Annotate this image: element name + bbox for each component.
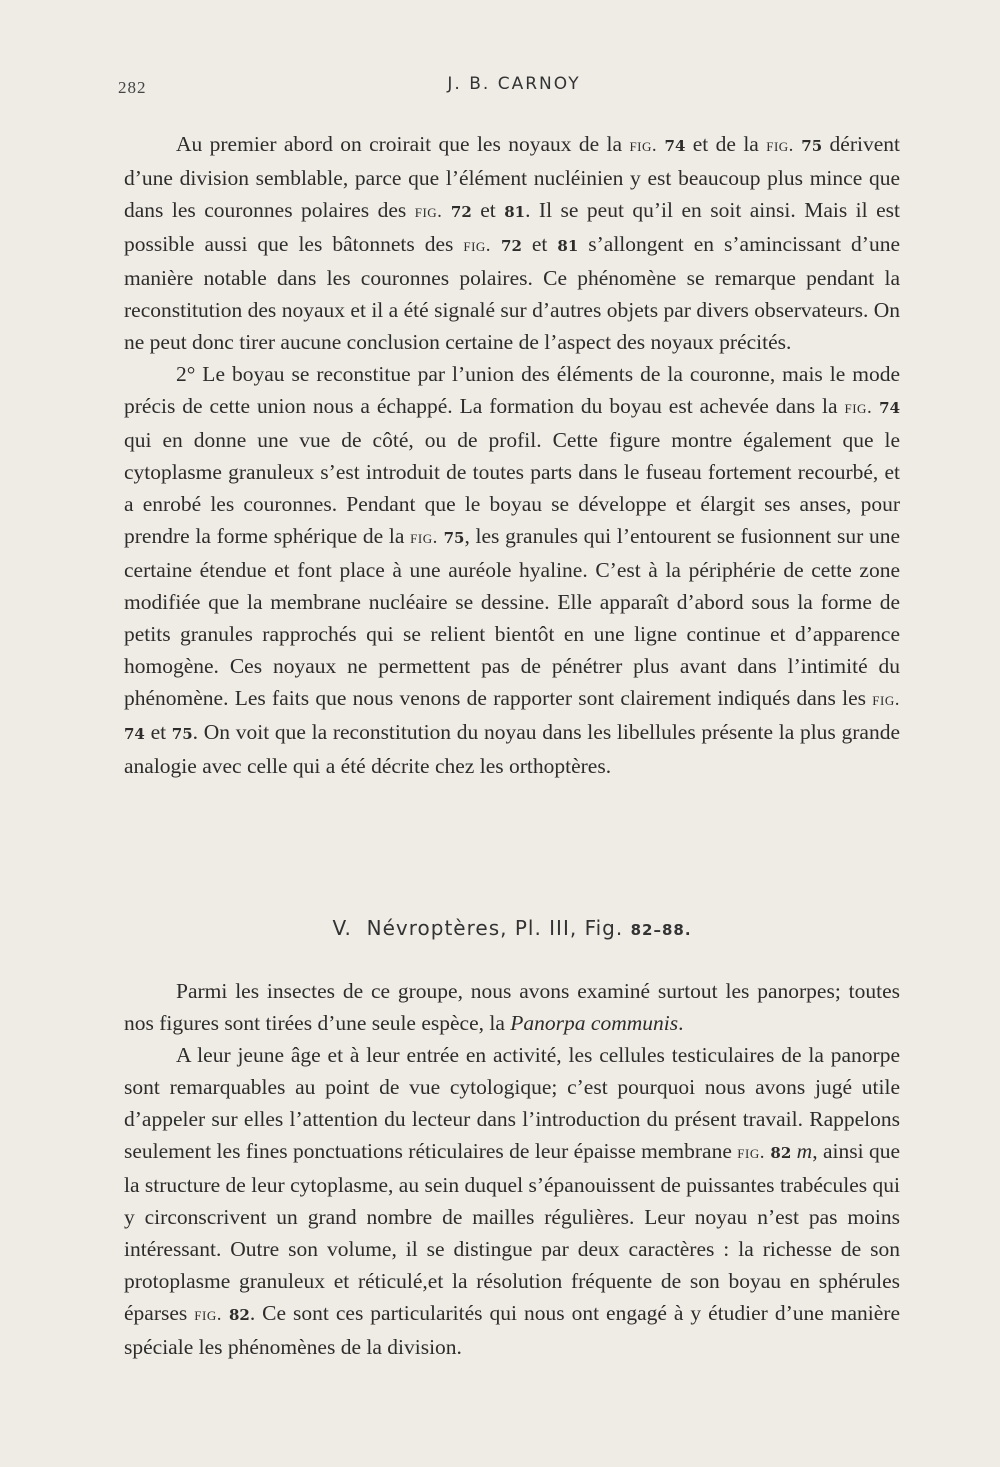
fig-abbrev: fig. <box>872 689 900 710</box>
fig-number: 82 <box>770 1144 792 1162</box>
section-figure-range: 82–88. <box>630 921 692 939</box>
fig-abbrev: fig. <box>629 135 658 156</box>
text-run: Parmi les insectes de ce groupe, nous avons examiné surtout les panorpes; toutes nos figures sont tirées d’une seule espèce, la <box>124 979 900 1035</box>
section-heading <box>124 916 900 940</box>
text-run: qui en donne une vue de côté, ou de profil. Cette figure montre également que le cytoplasme granuleux s’est introduit de toutes parts dans le fuseau fortement recourbé, et a enrobé les couronnes. Pendant que le boyau se développe et élargit ses anses, pour prendre la forme sphérique de la <box>124 428 900 548</box>
fig-number: 72 <box>501 237 522 255</box>
fig-number: 74 <box>879 399 901 417</box>
text-run: A leur jeune âge et à leur entrée en activité, les cellules testiculaires de la panorpe sont remarquables au point de vue cytologique; c’est pourquoi nous avons jugé utile d’appeler sur elles l’attention du lecteur dans l’introduction du présent travail. Rappelons seulement les fines ponctuations réticulaires de leur épaisse membrane <box>124 1043 900 1163</box>
fig-number: 81 <box>504 203 526 221</box>
fig-number: 74 <box>664 137 686 155</box>
fig-abbrev: fig. <box>766 135 794 156</box>
text-run: . On voit que la reconstitution du noyau dans les libellules présente la plus grande analogie avec celle qui a été décrite chez les orthoptères. <box>124 720 900 778</box>
text-run: 2° Le boyau se reconstitue par l’union des éléments de la couronne, mais le mode précis de cette union nous a échappé. La formation du boyau est achevée dans la <box>124 362 900 418</box>
fig-abbrev: fig. <box>463 235 492 256</box>
membrane-label: m <box>796 1139 813 1163</box>
fig-abbrev: fig. <box>410 527 438 548</box>
text-block-upper <box>124 128 900 782</box>
text-run: et de la <box>685 132 767 156</box>
fig-number: 75 <box>801 137 823 155</box>
fig-number: 72 <box>450 203 472 221</box>
section-label: V. <box>332 916 352 940</box>
fig-abbrev: fig. <box>414 201 443 222</box>
text-run: . <box>678 1011 684 1035</box>
text-run: et <box>471 198 505 222</box>
paragraph-4 <box>124 1039 900 1363</box>
text-run: , les granules qui l’entourent se fusionnent sur une certaine étendue et font place à une auréole hyaline. C’est à la périphérie de cette zone modifiée que la membrane nucléaire se dessine. Elle apparaît d’abord sous la forme de petits granules rapprochés qui se relient bientôt en une ligne continue et d’apparence homogène. Ces noyaux ne permettent pas de pénétrer plus avant dans l’intimité du phénomène. Les faits que nous venons de rapporter sont clairement indiqués dans les <box>124 524 901 710</box>
text-run: et <box>521 232 558 256</box>
running-head: J. B. CARNOY <box>447 74 581 94</box>
paragraph-1 <box>124 128 900 358</box>
text-block-lower <box>124 975 900 1363</box>
fig-abbrev: fig. <box>737 1142 765 1163</box>
page-number: 282 <box>118 78 147 97</box>
fig-abbrev: fig. <box>194 1304 222 1325</box>
paragraph-3 <box>124 975 900 1039</box>
fig-abbrev: fig. <box>844 397 873 418</box>
fig-number: 81 <box>557 237 579 255</box>
text-run: dérivent d’une division semblable, parce que l’élément nucléinien y est beaucoup plus mince que dans les couronnes polaires des <box>124 132 900 222</box>
fig-number: 75 <box>443 529 465 547</box>
fig-number: 82 <box>228 1306 250 1324</box>
species-name: Panorpa communis <box>510 1011 679 1035</box>
section-title: Névroptères, Pl. III, Fig. <box>366 916 624 940</box>
text-run: Au premier abord on croirait que les noyaux de la <box>176 132 630 156</box>
fig-number: 75 <box>171 725 193 743</box>
text-run: . Il se peut qu’il en soit ainsi. Mais il est possible aussi que les bâtonnets des <box>124 198 900 256</box>
fig-number: 74 <box>124 725 145 743</box>
text-run: . Ce sont ces particularités qui nous ont engagé à y étudier d’une manière spéciale les phénomènes de la division. <box>124 1301 900 1359</box>
paragraph-2 <box>124 358 900 782</box>
text-run: et <box>144 720 172 744</box>
page-header <box>118 72 910 102</box>
text-run: s’allongent en s’amincissant d’une manière notable dans les couronnes polaires. Ce phénomène se remarque pendant la reconstitution des noyaux et il a été signalé sur d’autres objets par divers observateurs. On ne peut donc tirer aucune conclusion certaine de l’aspect des noyaux précités. <box>124 232 900 354</box>
text-run: , ainsi que la structure de leur cytoplasme, au sein duquel s’épanouissent de puissantes trabécules qui y circonscrivent un grand nombre de mailles régulières. Leur noyau n’est pas moins intéressant. Outre son volume, il se distingue par deux caractères : la richesse de son protoplasme granuleux et réticulé,et la résolution fréquente de son boyau en sphérules éparses <box>124 1139 901 1325</box>
